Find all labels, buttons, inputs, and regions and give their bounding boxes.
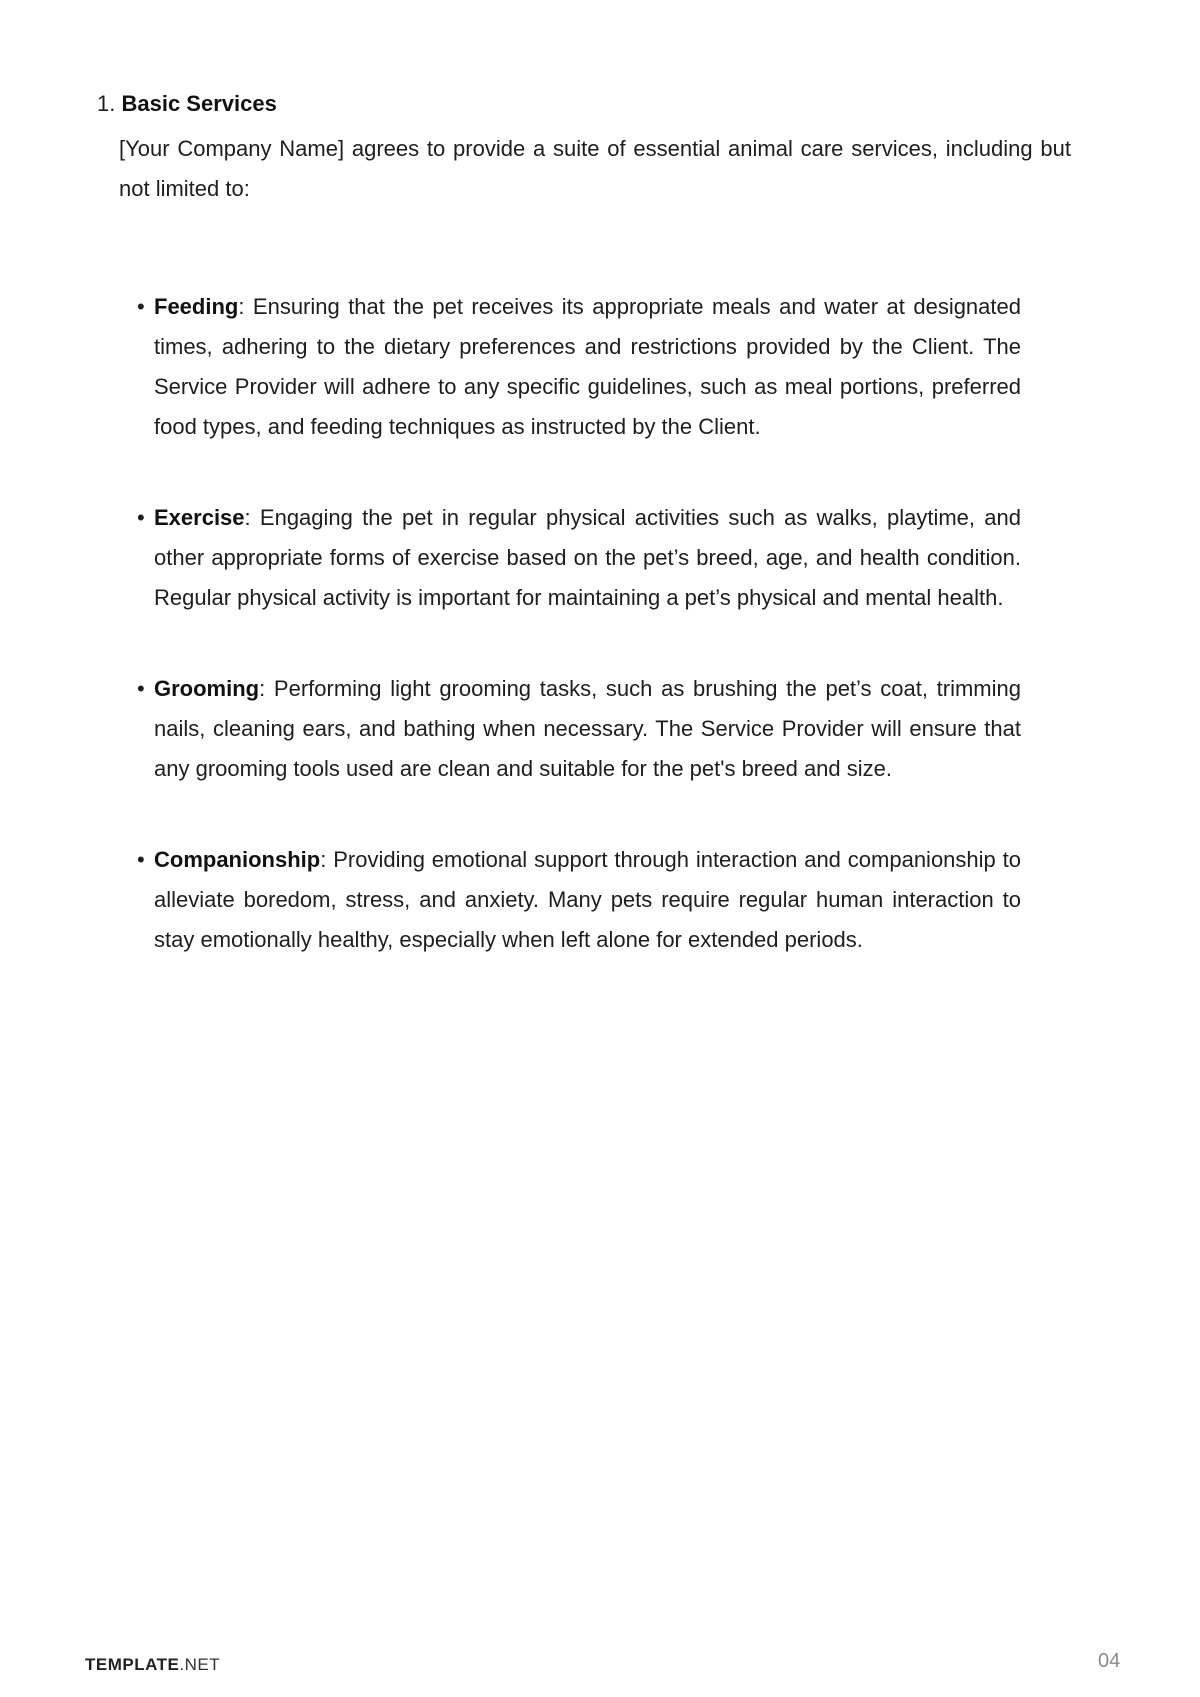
service-item-grooming: [137, 669, 1021, 789]
service-term: Companionship: [154, 847, 321, 872]
service-item-companionship: [137, 840, 1021, 960]
service-item-feeding: [137, 287, 1021, 447]
service-description: : Providing emotional support through interaction and companionship to alleviate boredom, stress, and anxiety. Many pets require regular human interaction to stay emotionally healthy, especially when left alone for extended periods.: [154, 847, 1021, 952]
section-basic-services: [97, 88, 1072, 209]
service-description: : Engaging the pet in regular physical activities such as walks, playtime, and other appropriate forms of exercise based on the pet’s breed, age, and health condition. Regular physical activity is important for maintaining a pet’s physical and mental health.: [154, 505, 1021, 610]
bullet-icon: •: [137, 847, 145, 872]
brand-suffix: .NET: [179, 1655, 221, 1674]
page-number: 04: [1098, 1650, 1121, 1672]
section-number: 1.: [97, 91, 116, 116]
bullet-icon: •: [137, 505, 145, 530]
service-term: Feeding: [154, 294, 239, 319]
footer-brand-logo: [85, 1655, 220, 1675]
service-item-exercise: [137, 498, 1021, 618]
section-heading: [97, 88, 1072, 120]
services-list: [137, 287, 1021, 1011]
service-term: Grooming: [154, 676, 260, 701]
section-title: Basic Services: [121, 91, 277, 116]
service-description: : Performing light grooming tasks, such as brushing the pet’s coat, trimming nails, cleaning ears, and bathing when necessary. The Service Provider will ensure that any grooming tools used are clean and suitable for the pet's breed and size.: [154, 676, 1021, 781]
bullet-icon: •: [137, 676, 145, 701]
bullet-icon: •: [137, 294, 145, 319]
section-intro: [Your Company Name] agrees to provide a suite of essential animal care services, including but not limited to:: [119, 136, 1071, 201]
service-description: : Ensuring that the pet receives its appropriate meals and water at designated times, adhering to the dietary preferences and restrictions provided by the Client. The Service Provider will adhere to any specific guidelines, such as meal portions, preferred food types, and feeding techniques as instructed by the Client.: [154, 294, 1021, 439]
service-term: Exercise: [154, 505, 245, 530]
brand-name: TEMPLATE: [85, 1655, 180, 1674]
